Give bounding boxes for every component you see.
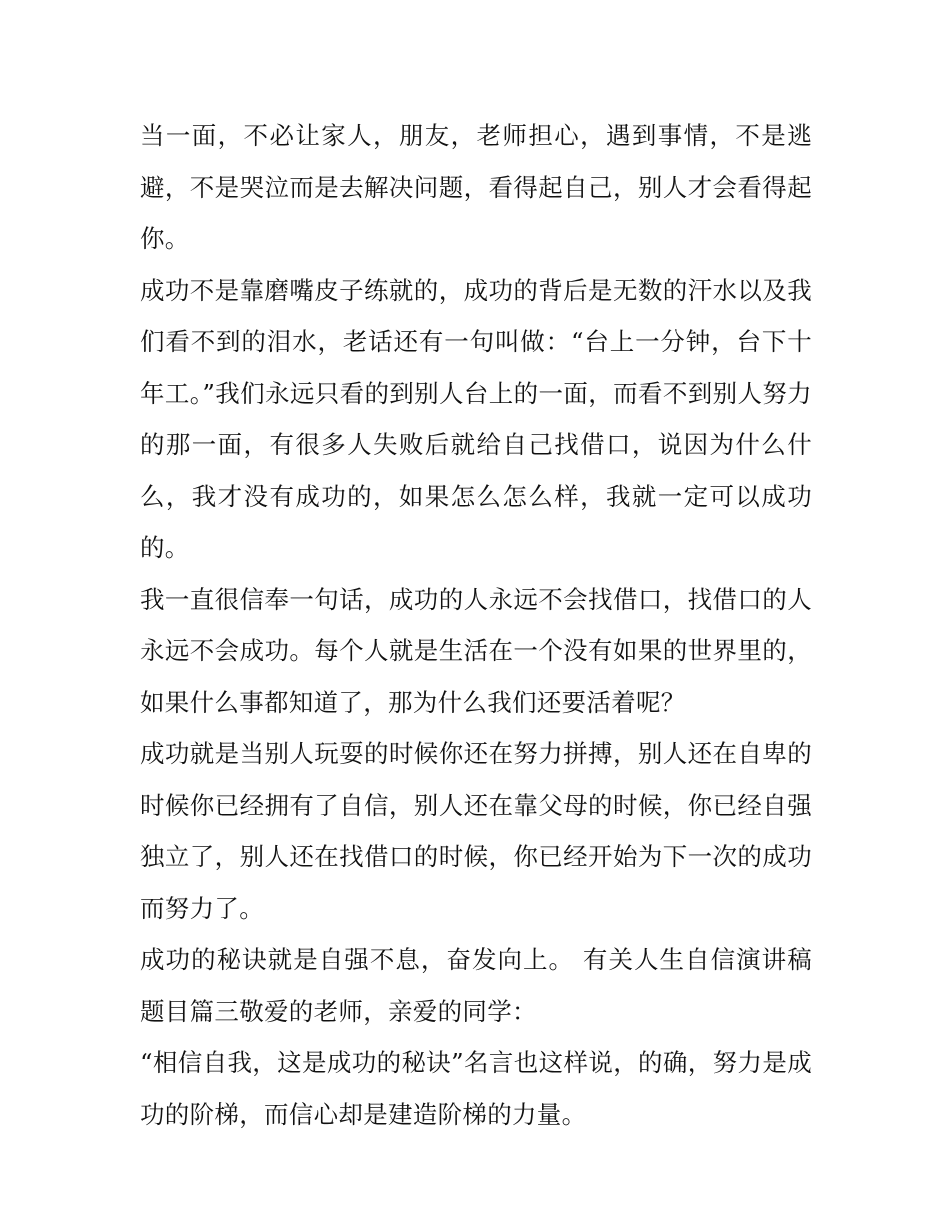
paragraph: 成功的秘诀就是自强不息，奋发向上。 有关人生自信演讲稿题目篇三敬爱的老师，亲爱的同学： [140, 945, 812, 1026]
paragraph: 成功就是当别人玩耍的时候你还在努力拼搏，别人还在自卑的时候你已经拥有了自信，别人还在靠父母的时候，你已经自强独立了，别人还在找借口的时候，你已经开始为下一次的成功而努力了。 [140, 739, 812, 923]
paragraph: 当一面，不必让家人，朋友，老师担心，遇到事情，不是逃避，不是哭泣而是去解决问题，看得起自己，别人才会看得起你。 [140, 121, 812, 253]
paragraph: 我一直很信奉一句话，成功的人永远不会找借口，找借口的人永远不会成功。每个人就是生活在一个没有如果的世界里的，如果什么事都知道了，那为什么我们还要活着呢？ [140, 584, 812, 717]
paragraph: “相信自我，这是成功的秘诀”名言也这样说，的确，努力是成功的阶梯，而信心却是建造阶梯的力量。 [140, 1048, 812, 1129]
paragraph: 成功不是靠磨嘴皮子练就的，成功的背后是无数的汗水以及我们看不到的泪水，老话还有一句叫做：“台上一分钟，台下十年工。”我们永远只看的到别人台上的一面，而看不到别人努力的那一面，有很多人失败后就给自己找借口，说因为什么什么，我才没有成功的，如果怎么怎么样，我就一定可以成功的。 [140, 275, 812, 562]
document-body [140, 110, 812, 1140]
